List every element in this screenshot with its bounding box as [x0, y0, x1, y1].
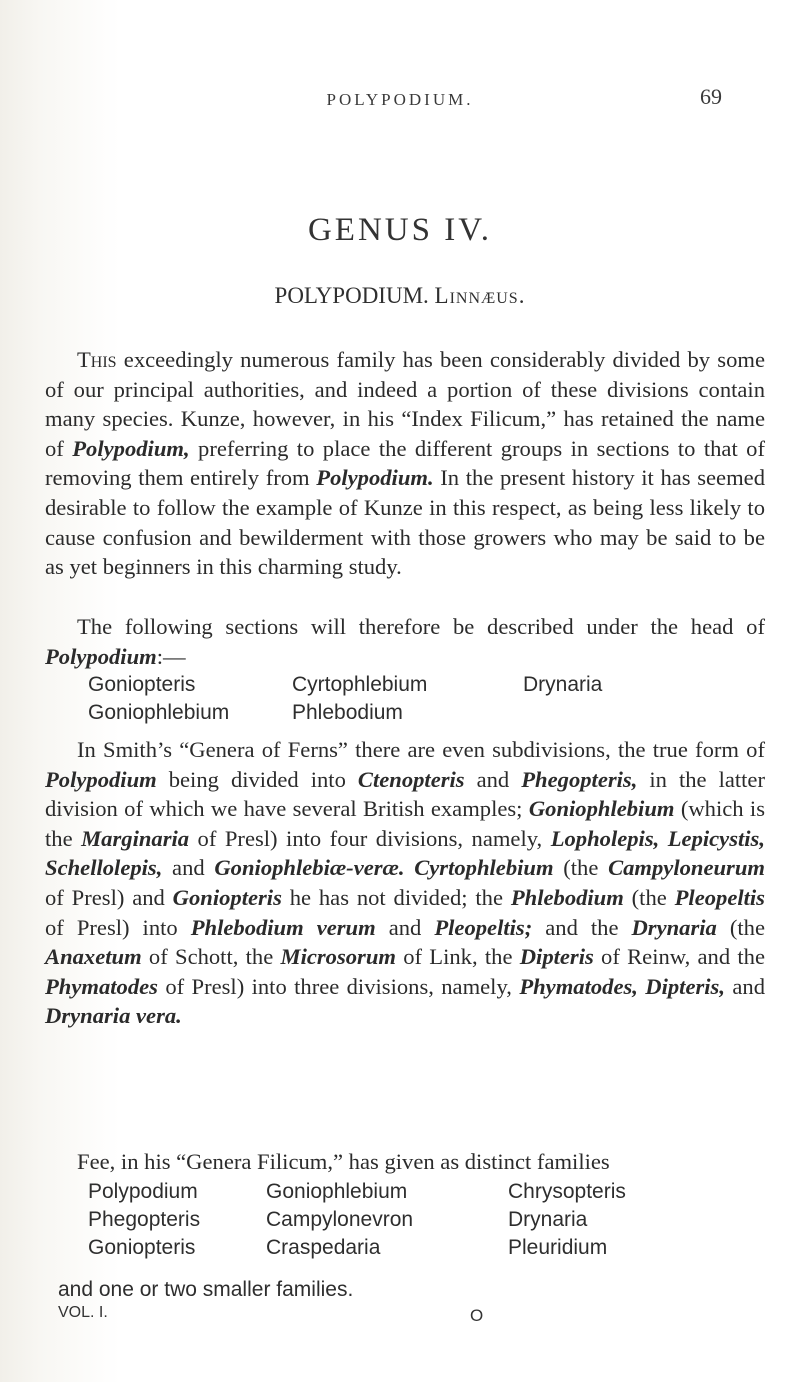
paragraph-3-text: In Smith’s “Genera of Ferns” there are even subdivisions, the true form of Polypodium being divided into Ctenopteris and Phegopteris, in the latter division of which we have several British examples; Goniophlebium (which is the Marginaria of Presl) into four divisions, namely, Lopholepis, Lepicystis, Schellolepis, and Goniophlebiæ-veræ. Cyrtophlebium (the Campyloneurum of Presl) and Goniopteris he has not divided; the Phlebodium (the Pleopeltis of Presl) into Phlebodium verum and Pleopeltis; and the Drynaria (the Anaxetum of Schott, the Microsorum of Link, the Dipteris of Reinw, and the Phymatodes of Presl) into three divisions, namely, Phymatodes, Dipteris, and Drynaria vera. [45, 737, 766, 1029]
genus-authority: Linnæus. [434, 283, 526, 308]
family-item: Chrysopteris [508, 1180, 626, 1203]
family-item: Goniopteris [88, 1236, 196, 1259]
paragraph-1-text: This exceedingly numerous family has been considerably divided by some of our principal authorities, and indeed a portion of these divisions contain many species. Kunze, however, in his “Index Filicum,” has retained the name of Polypodium, preferring to place the different groups in sections to that of removing them entirely from Polypodium. In the present history it has seemed desirable to follow the example of Kunze in this respect, as being less likely to cause confusion and bewilderment with those growers who may be said to be as yet beginners in this charming study. [45, 347, 765, 580]
genus-heading: GENUS IV. [307, 212, 493, 248]
section-item: Drynaria [523, 673, 603, 696]
page-number: 69 [700, 84, 722, 109]
paragraph-3 [45, 735, 765, 1031]
family-item: Polypodium [88, 1180, 198, 1203]
family-item: Goniophlebium [266, 1180, 408, 1203]
family-item: Pleuridium [508, 1236, 608, 1259]
gathering-signature: O [470, 1306, 484, 1325]
family-item: Phegopteris [88, 1208, 201, 1231]
section-item: Goniopteris [88, 673, 196, 696]
closing-text: and one or two smaller families. [58, 1278, 354, 1301]
paragraph-2-text: The following sections will therefore be described under the head of Polypodium:— [45, 614, 765, 669]
paragraph-1 [45, 345, 765, 582]
genus-name: POLYPODIUM. [274, 283, 429, 308]
family-item: Drynaria [508, 1208, 588, 1231]
family-item: Campylonevron [266, 1208, 414, 1231]
section-item: Phlebodium [292, 701, 403, 724]
volume-signature: VOL. I. [58, 1304, 108, 1321]
genus-name-line [0, 283, 800, 309]
running-head: POLYPODIUM. [326, 90, 474, 109]
paragraph-4 [45, 1147, 765, 1177]
section-item: Goniophlebium [88, 701, 230, 724]
section-item: Cyrtophlebium [292, 673, 428, 696]
family-item: Craspedaria [266, 1236, 381, 1259]
paragraph-4-text: Fee, in his “Genera Filicum,” has given as distinct families [77, 1149, 610, 1174]
paragraph-2 [45, 612, 765, 671]
